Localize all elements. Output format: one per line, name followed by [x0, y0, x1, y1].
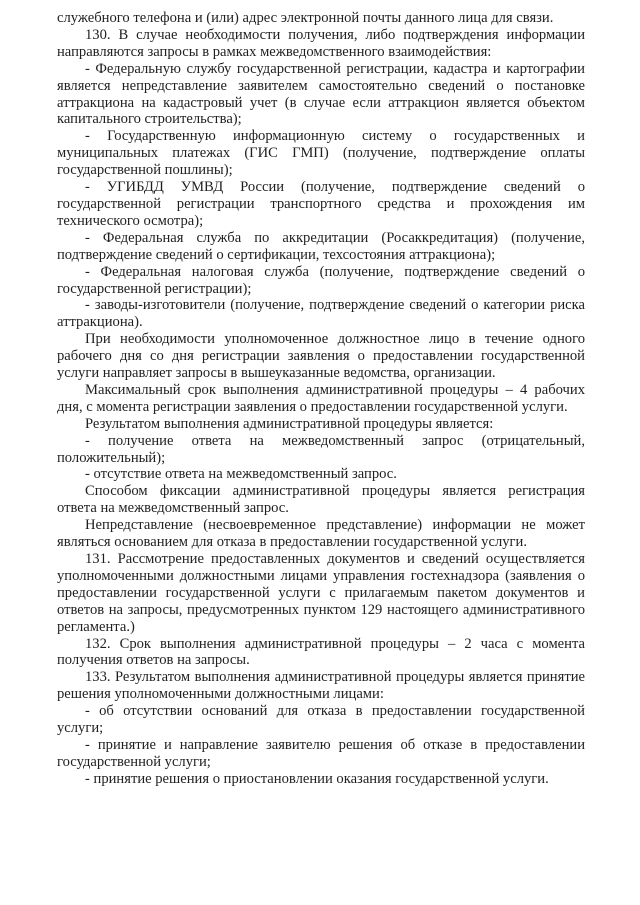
paragraph: Непредставление (несвоевременное представление) информации не может являться основанием для отказа в предоставлении государственной услуги. — [57, 517, 585, 551]
list-item: - заводы-изготовители (получение, подтверждение сведений о категории риска аттракциона). — [57, 297, 585, 331]
list-item: - УГИБДД УМВД России (получение, подтверждение сведений о государственной регистрации транспортного средства и прохождения им технического осмотра); — [57, 179, 585, 229]
paragraph: Максимальный срок выполнения административной процедуры – 4 рабочих дня, с момента регистрации заявления о предоставлении государственной услуги. — [57, 381, 585, 415]
paragraph: 133. Результатом выполнения административной процедуры является принятие решения уполномоченными должностными лицами: — [57, 669, 585, 703]
list-item: - получение ответа на межведомственный запрос (отрицательный, положительный); — [57, 432, 585, 466]
list-item: - принятие решения о приостановлении оказания государственной услуги. — [85, 770, 549, 787]
paragraph: Способом фиксации административной процедуры является регистрация ответа на межведомственный запрос. — [57, 483, 585, 517]
list-item: - принятие и направление заявителю решения об отказе в предоставлении государственной услуги; — [57, 736, 585, 770]
paragraph: служебного телефона и (или) адрес электронной почты данного лица для связи. — [57, 10, 554, 26]
paragraph: 130. В случае необходимости получения, либо подтверждения информации направляются запросы в рамках межведомственного взаимодействия: — [57, 26, 585, 60]
list-item: - Федеральная служба по аккредитации (Росаккредитация) (получение, подтверждение сведений о сертификации, техсостояния аттракциона); — [57, 229, 585, 263]
document-body — [57, 10, 585, 788]
list-item: - отсутствие ответа на межведомственный запрос. — [85, 466, 397, 483]
paragraph: При необходимости уполномоченное должностное лицо в течение одного рабочего дня со дня регистрации заявления о предоставлении государственной услуги направляет запросы в вышеуказанные ведомства, организации. — [57, 331, 585, 382]
list-item: - Федеральная налоговая служба (получение, подтверждение сведений о государственной регистрации); — [57, 263, 585, 297]
paragraph: 132. Срок выполнения административной процедуры – 2 часа с момента получения ответов на запросы. — [57, 635, 585, 669]
list-item: - Федеральную службу государственной регистрации, кадастра и картографии является непредставление заявителем самостоятельно сведений о постановке аттракциона на кадастровый учет (в случае если аттракцион является объектом капитального строительства); — [57, 60, 585, 128]
list-item: - Государственную информационную систему о государственных и муниципальных платежах (ГИС ГМП) (получение, подтверждение оплаты государственной пошлины); — [57, 128, 585, 179]
paragraph: Результатом выполнения административной процедуры является: — [85, 415, 494, 432]
list-item: - об отсутствии оснований для отказа в предоставлении государственной услуги; — [57, 703, 585, 737]
paragraph: 131. Рассмотрение предоставленных документов и сведений осуществляется уполномоченными должностными лицами управления гостехнадзора (заявления о предоставлении государственной услуги с прилагаемым пакетом документов и ответов на запросы, предусмотренных пунктом 129 настоящего административного регламента.) — [57, 551, 585, 635]
